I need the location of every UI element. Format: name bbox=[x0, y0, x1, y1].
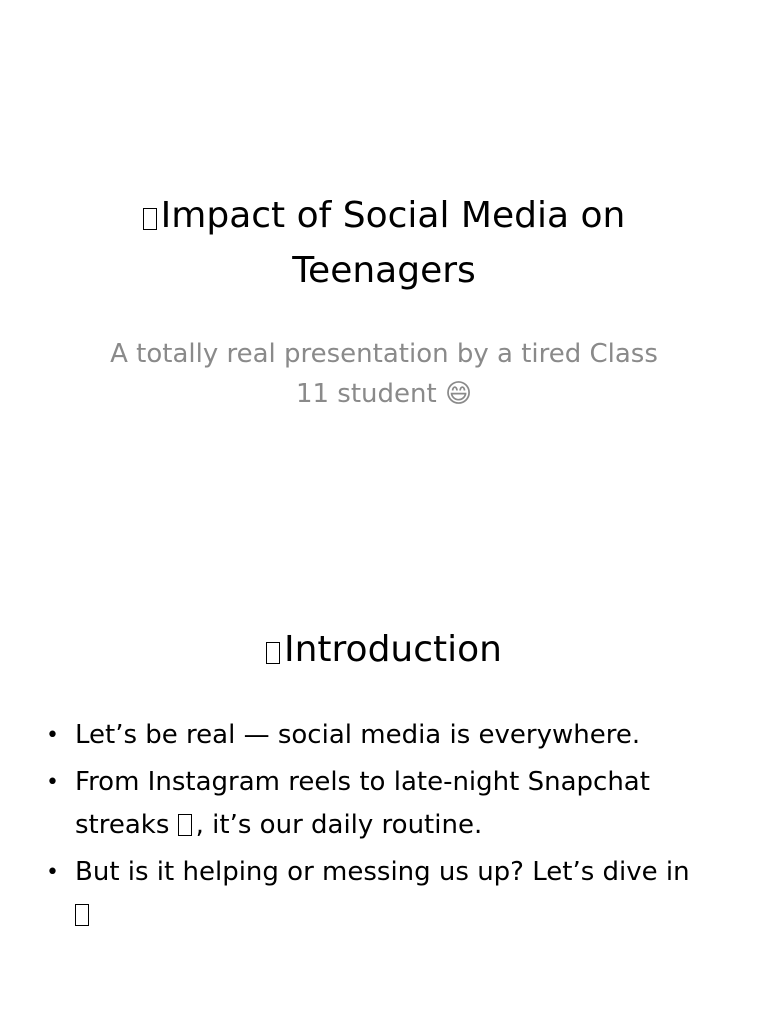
bullet-list bbox=[40, 714, 730, 941]
missing-glyph-icon bbox=[178, 814, 192, 836]
bullet-icon: • bbox=[46, 723, 59, 748]
slide-subtitle: A totally real presentation by a tired Class 11 student 😄 bbox=[110, 339, 658, 409]
bullet-text: From Instagram reels to late-night Snapchat streaks bbox=[75, 767, 650, 840]
slide-title bbox=[60, 188, 708, 298]
bullet-text: Let’s be real — social media is everywhere. bbox=[75, 720, 641, 750]
missing-glyph-icon bbox=[143, 208, 157, 230]
missing-glyph-icon bbox=[266, 642, 280, 664]
slide-title bbox=[60, 622, 708, 677]
bullet-item bbox=[40, 851, 730, 937]
bullet-item bbox=[40, 714, 730, 757]
missing-glyph-icon bbox=[75, 904, 89, 926]
introduction-slide bbox=[0, 512, 768, 1024]
bullet-text: , it’s our daily routine. bbox=[195, 810, 483, 840]
bullet-icon: • bbox=[46, 770, 59, 795]
bullet-text: But is it helping or messing us up? Let’s dive in bbox=[75, 857, 690, 887]
bullet-item bbox=[40, 761, 730, 847]
bullet-icon: • bbox=[46, 860, 59, 885]
slide-title-text: Introduction bbox=[283, 629, 502, 670]
slide-title-text: Impact of Social Media on Teenagers bbox=[160, 195, 626, 291]
